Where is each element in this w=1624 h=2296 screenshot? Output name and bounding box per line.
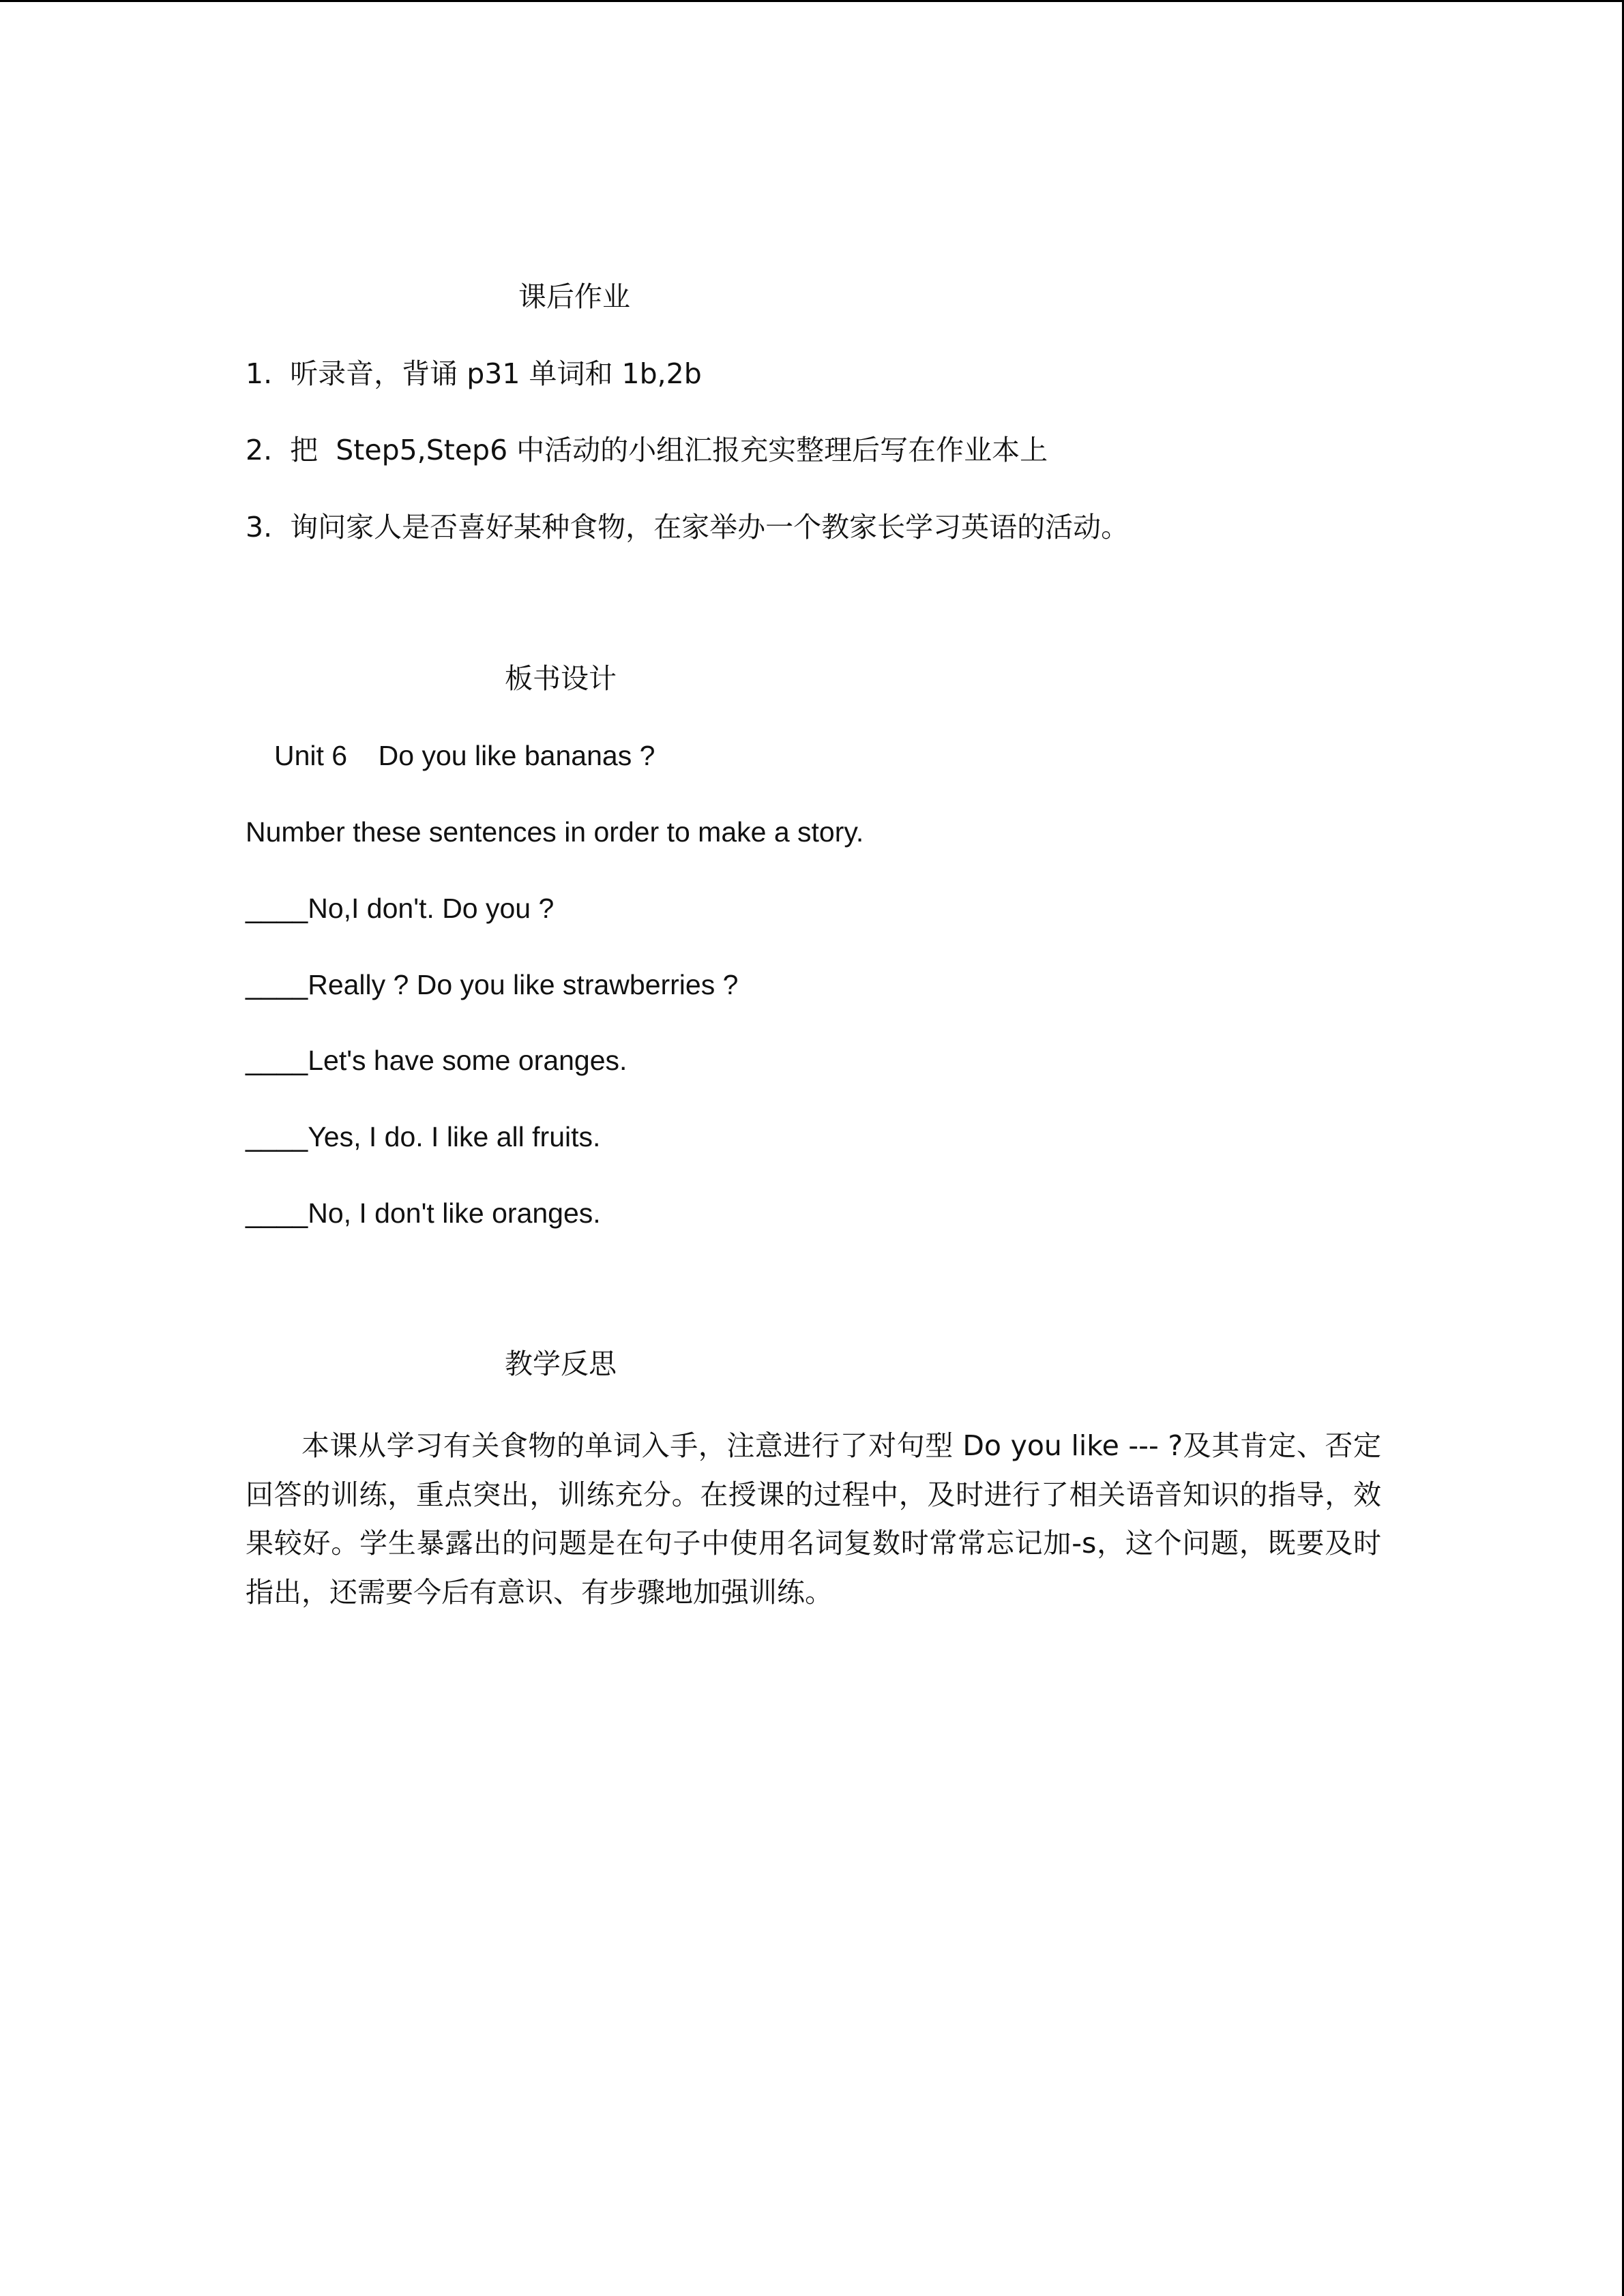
homework-item-1: 1. 听录音，背诵 p31 单词和 1b,2b xyxy=(246,357,702,390)
story-sentence: ____No,I don't. Do you ? xyxy=(246,893,555,924)
board-design-title: 板书设计 xyxy=(505,662,617,695)
story-sentence: ____No, I don't like oranges. xyxy=(246,1197,601,1229)
reflection-title: 教学反思 xyxy=(505,1347,617,1380)
homework-item-2: 2. 把 Step5,Step6 中活动的小组汇报充实整理后写在作业本上 xyxy=(246,434,1048,466)
page-top-border xyxy=(0,0,1624,2)
unit-title: Unit 6 Do you like bananas ? xyxy=(274,740,655,771)
story-sentence: ____Really ? Do you like strawberries ? xyxy=(246,969,739,1000)
homework-title: 课后作业 xyxy=(518,280,630,313)
story-instruction: Number these sentences in order to make a story. xyxy=(246,816,864,848)
reflection-paragraph: 本课从学习有关食物的单词入手，注意进行了对句型 Do you like --- ?及其肯定、否定回答的训练，重点突出，训练充分。在授课的过程中，及时进行了相关语音知识的指导，效果较好。学生暴露出的问题是在句子中使用名词复数时常常忘记加-s，这个问题，既要及时指出，还需要今后有意识、有步骤地加强训练。 xyxy=(246,1429,1381,1609)
story-sentence: ____Let's have some oranges. xyxy=(246,1045,628,1076)
story-sentence: ____Yes, I do. I like all fruits. xyxy=(246,1121,601,1152)
homework-item-3: 3. 询问家人是否喜好某种食物，在家举办一个教家长学习英语的活动。 xyxy=(246,511,1130,543)
